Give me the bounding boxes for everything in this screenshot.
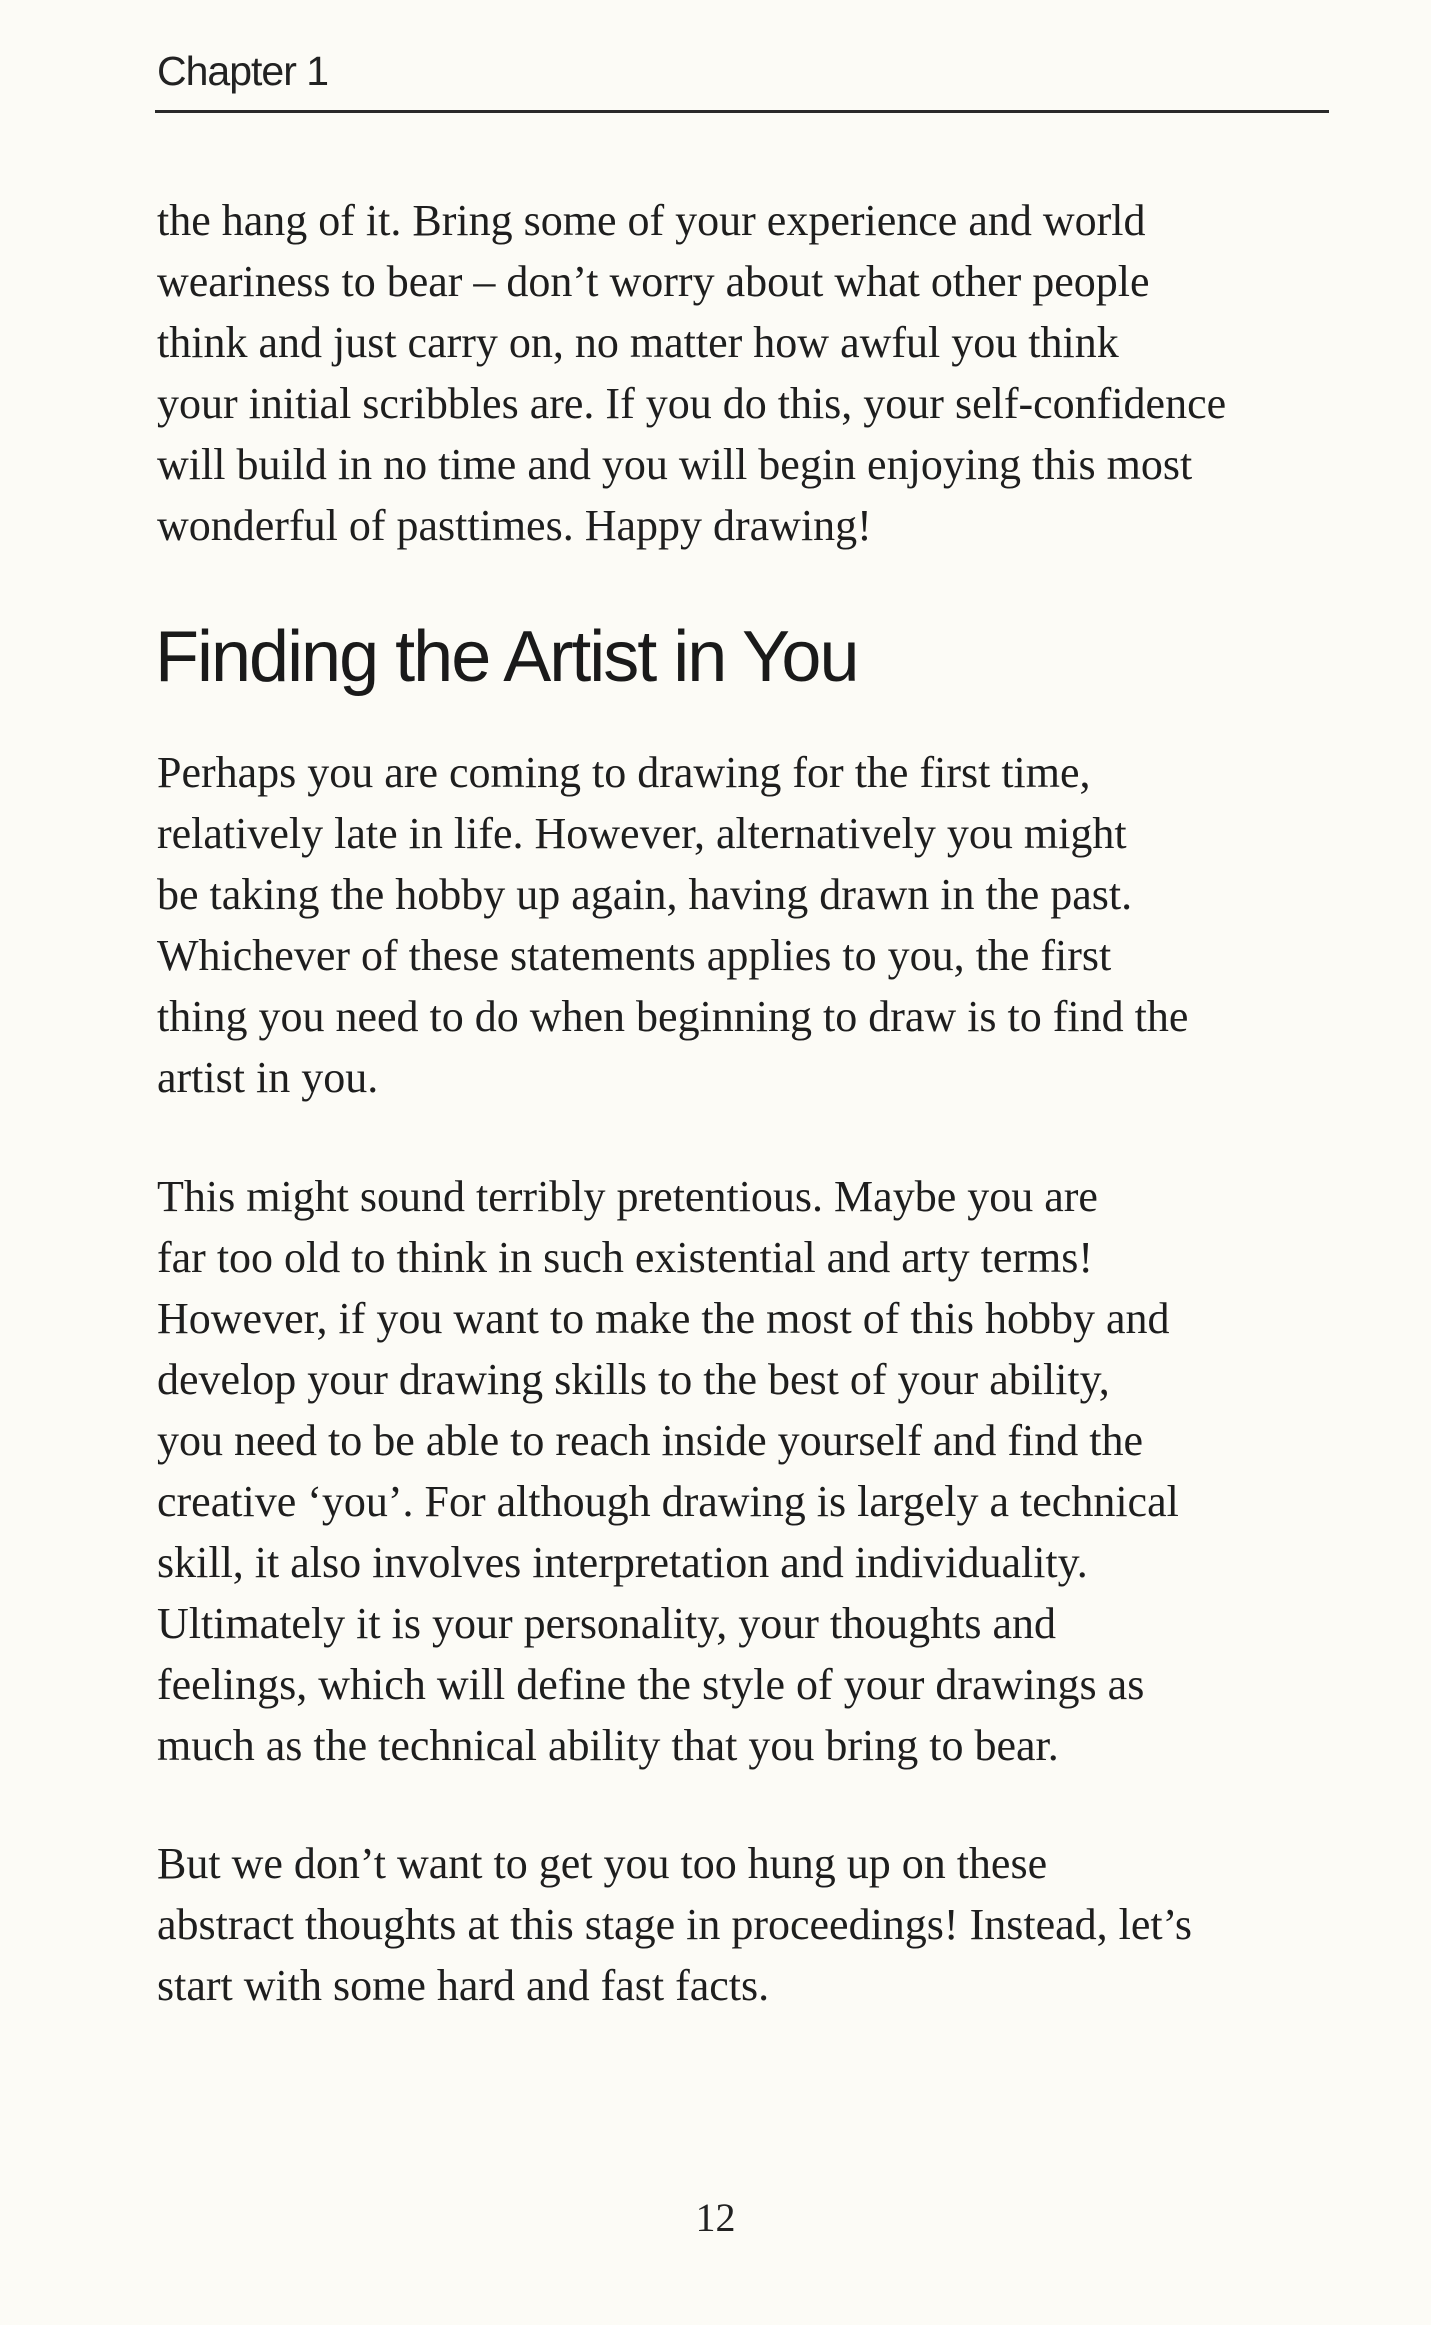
running-head: Chapter 1: [157, 48, 329, 94]
text-line: feelings, which will define the style of your drawings as: [157, 1660, 1145, 1709]
text-line: you need to be able to reach inside yourself and find the: [157, 1416, 1144, 1465]
text-line: wonderful of pasttimes. Happy drawing!: [157, 501, 872, 550]
header-rule: [155, 110, 1329, 113]
section-heading: Finding the Artist in You: [155, 617, 858, 697]
text-line: start with some hard and fast facts.: [157, 1961, 770, 2010]
text-line: your initial scribbles are. If you do this, your self-confidence: [157, 379, 1227, 428]
text-line: thing you need to do when beginning to draw is to find the: [157, 992, 1189, 1041]
page-number: 12: [695, 2195, 736, 2240]
paragraph: [157, 1166, 1347, 1776]
text-line: But we don’t want to get you too hung up on these: [157, 1839, 1048, 1888]
paragraph: [157, 1833, 1347, 2016]
text-line: develop your drawing skills to the best of your ability,: [157, 1355, 1110, 1404]
text-line: This might sound terribly pretentious. Maybe you are: [157, 1172, 1098, 1221]
text-line: think and just carry on, no matter how awful you think: [157, 318, 1119, 367]
paragraph-intro: [157, 742, 1347, 1108]
text-line: artist in you.: [157, 1053, 379, 1102]
text-line: However, if you want to make the most of this hobby and: [157, 1294, 1170, 1343]
text-line: abstract thoughts at this stage in proceedings! Instead, let’s: [157, 1900, 1192, 1949]
text-line: far too old to think in such existential and arty terms!: [157, 1233, 1094, 1282]
text-line: weariness to bear – don’t worry about what other people: [157, 257, 1150, 306]
paragraph-pretentious: [157, 1166, 1347, 1776]
text-line: relatively late in life. However, alternatively you might: [157, 809, 1127, 858]
paragraph-closing: [157, 1833, 1347, 2016]
text-line: Whichever of these statements applies to you, the first: [157, 931, 1112, 980]
text-line: creative ‘you’. For although drawing is largely a technical: [157, 1477, 1179, 1526]
paragraph-continuation: [157, 190, 1347, 556]
text-line: the hang of it. Bring some of your experience and world: [157, 196, 1146, 245]
text-line: will build in no time and you will begin enjoying this most: [157, 440, 1193, 489]
paragraph: [157, 190, 1347, 556]
text-line: skill, it also involves interpretation and individuality.: [157, 1538, 1088, 1587]
text-line: be taking the hobby up again, having drawn in the past.: [157, 870, 1133, 919]
text-line: much as the technical ability that you bring to bear.: [157, 1721, 1059, 1770]
paragraph: [157, 742, 1347, 1108]
text-line: Perhaps you are coming to drawing for the first time,: [157, 748, 1091, 797]
text-line: Ultimately it is your personality, your thoughts and: [157, 1599, 1057, 1648]
